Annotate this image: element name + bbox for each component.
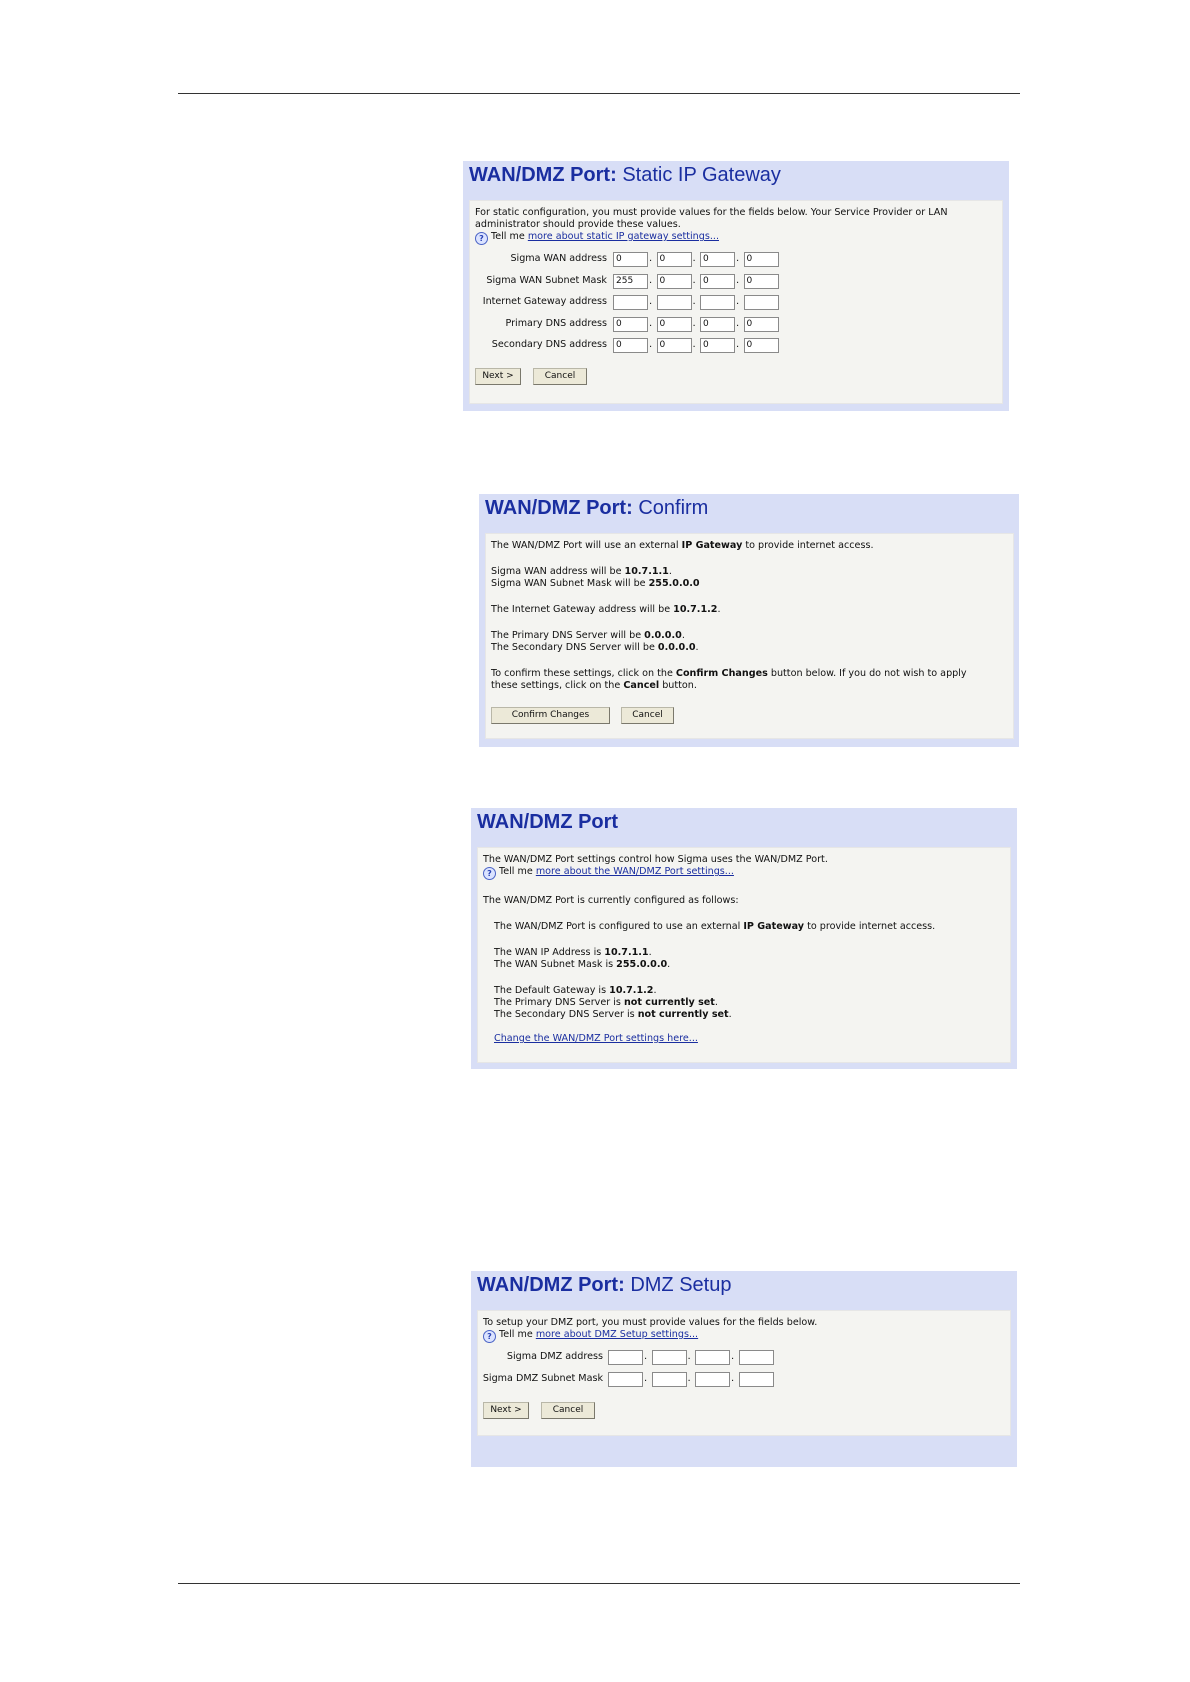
ip-octet-input[interactable] xyxy=(744,295,779,310)
field-label: Sigma WAN Subnet Mask xyxy=(486,274,607,286)
next-button[interactable]: Next > xyxy=(475,368,521,385)
static-ip-form xyxy=(469,200,1003,404)
confirm-changes-button[interactable]: Confirm Changes xyxy=(491,707,610,724)
ip-octet-input[interactable]: 0 xyxy=(613,252,648,267)
field-label: Primary DNS address xyxy=(505,317,607,329)
static-ip-intro-1: For static configuration, you must provide values for the fields below. Your Service Provider or LAN xyxy=(475,207,948,218)
ip-octet-input[interactable]: 255 xyxy=(613,274,648,289)
status-intro: The WAN/DMZ Port settings control how Sigma uses the WAN/DMZ Port. xyxy=(483,854,828,865)
dmz-help-link[interactable]: more about DMZ Setup settings... xyxy=(535,1329,699,1340)
ip-octet-input[interactable] xyxy=(700,295,735,310)
ip-octet-input[interactable] xyxy=(608,1372,643,1387)
ip-octet-input[interactable] xyxy=(695,1372,730,1387)
octet-separator: . xyxy=(649,296,653,307)
octet-separator: . xyxy=(736,253,740,264)
ip-octet-input[interactable]: 0 xyxy=(744,274,779,289)
static-ip-intro-2: administrator should provide these values. xyxy=(475,219,681,230)
static-ip-help-link[interactable]: more about static IP gateway settings... xyxy=(527,231,719,242)
octet-separator: . xyxy=(649,253,653,264)
status-line-3: The WAN Subnet Mask is 255.0.0.0. xyxy=(494,959,671,970)
ip-octet-input[interactable]: 0 xyxy=(613,338,648,353)
octet-separator: . xyxy=(736,274,740,286)
ip-octet-input[interactable]: 0 xyxy=(657,338,692,353)
ip-octet-input[interactable] xyxy=(652,1372,687,1387)
status-line-6: The Secondary DNS Server is not currently set. xyxy=(494,1009,732,1020)
footer-rule xyxy=(178,1583,1020,1584)
field-label: Sigma DMZ Subnet Mask xyxy=(482,1372,603,1384)
octet-separator: . xyxy=(687,1372,691,1384)
status-line-1: The WAN/DMZ Port is configured to use an external IP Gateway to provide internet access. xyxy=(494,921,936,932)
confirm-line-5: The Primary DNS Server will be 0.0.0.0. xyxy=(491,630,685,641)
ip-octet-input[interactable]: 0 xyxy=(657,274,692,289)
octet-separator: . xyxy=(649,274,653,286)
ip-octet-input[interactable]: 0 xyxy=(657,317,692,332)
confirm-line-1: The WAN/DMZ Port will use an external IP Gateway to provide internet access. xyxy=(491,540,874,551)
ip-octet-input[interactable] xyxy=(608,1350,643,1365)
confirm-title: WAN/DMZ Port: Confirm xyxy=(485,497,709,519)
help-icon: ? xyxy=(475,232,488,245)
confirm-panel xyxy=(479,494,1019,747)
octet-separator: . xyxy=(644,1372,648,1384)
octet-separator: . xyxy=(692,253,696,264)
dmz-cancel-button[interactable]: Cancel xyxy=(541,1402,595,1419)
change-settings-link[interactable]: Change the WAN/DMZ Port settings here... xyxy=(494,1033,698,1044)
dmz-panel xyxy=(471,1271,1017,1467)
ip-octet-input[interactable]: 0 xyxy=(657,252,692,267)
confirm-line-2: Sigma WAN address will be 10.7.1.1. xyxy=(491,566,672,577)
ip-octet-input[interactable]: 0 xyxy=(744,338,779,353)
help-icon: ? xyxy=(483,867,496,880)
ip-octet-input[interactable]: 0 xyxy=(700,317,735,332)
dmz-intro: To setup your DMZ port, you must provide values for the fields below. xyxy=(483,1317,818,1328)
ip-octet-input[interactable]: 0 xyxy=(613,317,648,332)
dmz-form xyxy=(477,1310,1011,1436)
octet-separator: . xyxy=(692,274,696,286)
status-box xyxy=(477,847,1011,1063)
octet-separator: . xyxy=(731,1372,735,1384)
help-icon: ? xyxy=(483,1330,496,1343)
status-configured: The WAN/DMZ Port is currently configured as follows: xyxy=(483,895,739,906)
ip-octet-input[interactable] xyxy=(657,295,692,310)
static-ip-title: WAN/DMZ Port: Static IP Gateway xyxy=(469,164,781,186)
ip-octet-input[interactable]: 0 xyxy=(700,338,735,353)
dmz-title: WAN/DMZ Port: DMZ Setup xyxy=(477,1274,732,1296)
field-label: Sigma DMZ address xyxy=(506,1351,603,1362)
status-line-4: The Default Gateway is 10.7.1.2. xyxy=(494,985,657,996)
confirm-line-3: Sigma WAN Subnet Mask will be 255.0.0.0 xyxy=(491,578,700,589)
octet-separator: . xyxy=(731,1351,735,1362)
octet-separator: . xyxy=(692,339,696,350)
octet-separator: . xyxy=(736,339,740,350)
ip-octet-input[interactable]: 0 xyxy=(744,252,779,267)
dmz-help: ? Tell me more about DMZ Setup settings... xyxy=(483,1329,698,1343)
octet-separator: . xyxy=(649,339,653,350)
static-ip-panel xyxy=(463,161,1009,411)
field-label: Sigma WAN address xyxy=(510,253,607,264)
header-rule xyxy=(178,93,1020,94)
ip-octet-input[interactable]: 0 xyxy=(700,252,735,267)
ip-octet-input[interactable] xyxy=(739,1350,774,1365)
ip-octet-input[interactable]: 0 xyxy=(744,317,779,332)
octet-separator: . xyxy=(692,317,696,329)
octet-separator: . xyxy=(649,317,653,329)
ip-octet-input[interactable] xyxy=(695,1350,730,1365)
confirm-line-4: The Internet Gateway address will be 10.7.1.2. xyxy=(491,604,721,615)
status-line-2: The WAN IP Address is 10.7.1.1. xyxy=(494,947,652,958)
ip-octet-input[interactable] xyxy=(613,295,648,310)
field-label: Internet Gateway address xyxy=(482,296,607,307)
octet-separator: . xyxy=(687,1351,691,1362)
confirm-box xyxy=(485,533,1014,739)
ip-octet-input[interactable] xyxy=(739,1372,774,1387)
confirm-cancel-button[interactable]: Cancel xyxy=(621,707,674,724)
status-help: ? Tell me more about the WAN/DMZ Port settings... xyxy=(483,866,734,880)
cancel-button[interactable]: Cancel xyxy=(533,368,587,385)
ip-octet-input[interactable] xyxy=(652,1350,687,1365)
status-help-link[interactable]: more about the WAN/DMZ Port settings... xyxy=(535,866,734,877)
octet-separator: . xyxy=(644,1351,648,1362)
status-line-5: The Primary DNS Server is not currently set. xyxy=(494,997,718,1008)
confirm-line-8: these settings, click on the Cancel button. xyxy=(491,680,697,691)
ip-octet-input[interactable]: 0 xyxy=(700,274,735,289)
dmz-next-button[interactable]: Next > xyxy=(483,1402,529,1419)
status-panel xyxy=(471,808,1017,1069)
octet-separator: . xyxy=(736,317,740,329)
octet-separator: . xyxy=(692,296,696,307)
octet-separator: . xyxy=(736,296,740,307)
field-label: Secondary DNS address xyxy=(491,339,607,350)
static-ip-help: ? Tell me more about static IP gateway settings... xyxy=(475,231,719,245)
confirm-line-7: To confirm these settings, click on the Confirm Changes button below. If you do not wish to apply xyxy=(491,668,967,679)
status-title: WAN/DMZ Port xyxy=(477,811,619,833)
confirm-line-6: The Secondary DNS Server will be 0.0.0.0. xyxy=(491,642,699,653)
